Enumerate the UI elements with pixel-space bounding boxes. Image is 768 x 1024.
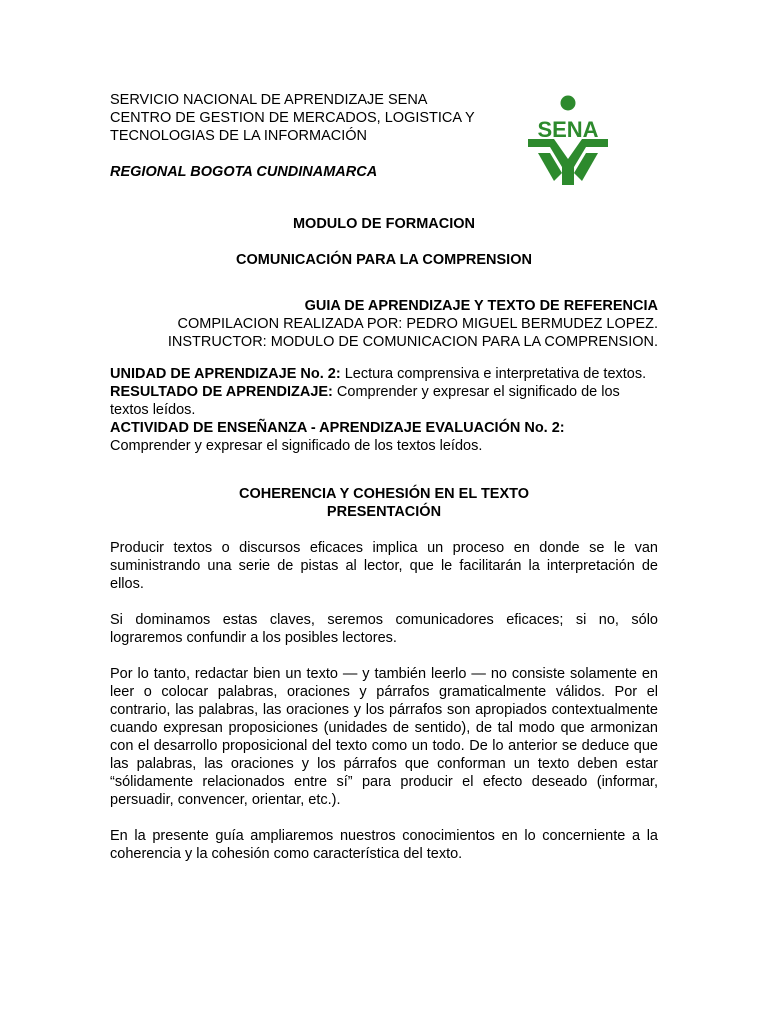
document-header xyxy=(110,91,658,187)
learning-unit-value: Lectura comprensiva e interpretativa de textos. xyxy=(340,366,647,382)
compilation-credit: COMPILACION REALIZADA POR: PEDRO MIGUEL BERMUDEZ LOPEZ. xyxy=(177,316,658,332)
institution-line-3: TECNOLOGIAS DE LA INFORMACIÓN xyxy=(110,128,368,144)
learning-unit-label: UNIDAD DE APRENDIZAJE No. 2: xyxy=(110,366,341,382)
learning-result-label: RESULTADO DE APRENDIZAJE: xyxy=(110,384,333,400)
paragraph: Por lo tanto, redactar bien un texto — y también leerlo — no consiste solamente en leer o colocar palabras, oraciones y párrafos gramaticalmente válidos. Por el contrario, las palabras, las oraciones y los párrafos son apropiados contextualmente cuando expresan proposiciones (unidades de sentido), de tal modo que armonizan con el desarrollo proposicional del texto como un todo. De lo anterior se deduce que las palabras, las oraciones y los párrafos que conforman un texto deben estar “sólidamente relacionados entre sí” para producir el efecto deseado (informar, persuadir, convencer, orientar, etc.). xyxy=(110,666,658,808)
section-subtitle: PRESENTACIÓN xyxy=(326,504,442,520)
institution-line-1: SERVICIO NACIONAL DE APRENDIZAJE SENA xyxy=(110,92,428,108)
module-title: MODULO DE FORMACION xyxy=(292,216,476,232)
activity-label: ACTIVIDAD DE ENSEÑANZA - APRENDIZAJE EVALUACIÓN No. 2: xyxy=(110,420,565,436)
sena-logo-text: SENA xyxy=(537,117,599,142)
paragraph: Producir textos o discursos eficaces implica un proceso en donde se le van suministrando una serie de pistas al lector, que le facilitarán la interpretación de ellos. xyxy=(110,540,658,592)
learning-unit-block xyxy=(110,365,658,455)
institution-line-2: CENTRO DE GESTION DE MERCADOS, LOGISTICA Y xyxy=(110,110,475,126)
sena-logo xyxy=(524,93,612,189)
paragraph: En la presente guía ampliaremos nuestros conocimientos en lo concerniente a la coherencia y la cohesión como característica del texto. xyxy=(110,828,658,862)
regional-title: REGIONAL BOGOTA CUNDINAMARCA xyxy=(110,164,378,180)
instructor-credit: INSTRUCTOR: MODULO DE COMUNICACION PARA LA COMPRENSION. xyxy=(167,334,658,350)
section-title: COHERENCIA Y COHESIÓN EN EL TEXTO xyxy=(238,486,530,502)
guide-block xyxy=(110,297,658,351)
learning-unit xyxy=(110,365,658,383)
paragraph: Si dominamos estas claves, seremos comunicadores eficaces; si no, sólo lograremos confundir a los posibles lectores. xyxy=(110,612,658,646)
guide-title: GUIA DE APRENDIZAJE Y TEXTO DE REFERENCIA xyxy=(304,298,658,314)
course-title: COMUNICACIÓN PARA LA COMPRENSION xyxy=(236,252,532,268)
document-page xyxy=(110,91,658,863)
activity-value: Comprender y expresar el significado de los textos leídos. xyxy=(110,438,483,454)
learning-result xyxy=(110,383,658,419)
activity xyxy=(110,419,658,455)
learning-result-value: Comprender y expresar el significado de los textos leídos. xyxy=(110,384,620,418)
